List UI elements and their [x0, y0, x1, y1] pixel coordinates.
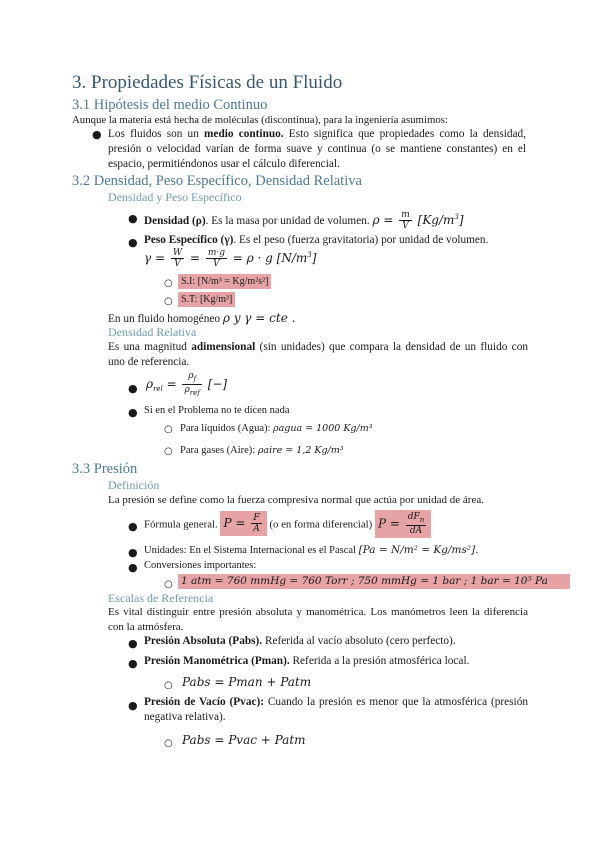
bullet-icon: ● — [128, 546, 138, 559]
circle-bullet-icon: ○ — [164, 446, 173, 457]
list-item-presion-manometrica: Presión Manométrica (Pman). Referida a la presión atmosférica local. — [144, 655, 470, 667]
bullet-icon: ● — [128, 637, 138, 650]
conversions-highlight: 1 atm = 760 mmHg = 760 Torr ; 750 mmHg = 1 bar ; 1 bar = 10⁵ Pa — [178, 574, 570, 589]
paragraph-intro: Aunque la materia está hecha de moléculas (discontinua), para la ingeniería asumimos: — [72, 114, 448, 126]
page-title: 3. Propiedades Físicas de un Fluido — [72, 72, 343, 93]
formula-general-highlight: P = $\frac{F}{A}$ — [220, 511, 266, 536]
unit-si-highlight: S.I: [N/m³ = Kg/m²s²] — [178, 274, 271, 289]
unit-st-highlight: S.T: [Kg/m³] — [178, 292, 235, 307]
subheading-escalas: Escalas de Referencia — [108, 591, 214, 605]
bullet-icon: ● — [128, 212, 138, 225]
bullet-icon: ● — [128, 520, 138, 533]
relative-density-formula: $\rho_{rel}$ = $\frac{\rho_f}{\rho_{ref}}$ [−] — [146, 371, 228, 397]
circle-bullet-icon: ○ — [164, 680, 173, 691]
list-item-presion-absoluta: Presión Absoluta (Pabs). Referida al vacío absoluto (cero perfecto). — [144, 635, 456, 647]
circle-bullet-icon: ○ — [164, 738, 173, 749]
circle-bullet-icon: ○ — [164, 424, 173, 435]
bullet-icon: ● — [128, 382, 138, 395]
bullet-icon: ● — [128, 657, 138, 670]
density-formula: ρ = $\frac{m}{V}$ $[Kg/m^3]$ — [372, 210, 464, 231]
bullet-icon: ● — [128, 699, 138, 712]
formula-diferencial-highlight: P = $\frac{dF_n}{dA}$ — [375, 510, 431, 538]
list-item-presion-vacio: Presión de Vacío (Pvac): Cuando la presión es menor que la atmosférica (presión negativa relativa). — [144, 696, 528, 723]
list-item-medio-continuo: Los fluidos son un medio continuo. Esto significa que propiedades como la densidad, presión o velocidad varían de forma suave y continua (o se mantiene constantes) en el espacio, permitiéndonos usar el cálculo diferencial. — [108, 128, 526, 170]
circle-bullet-icon: ○ — [164, 278, 173, 289]
homogeneous-fluid-text: En un fluido homogéneo ρ y γ = cte . — [108, 311, 296, 325]
vacuum-formula: Pabs = Pvac + Patm — [182, 733, 306, 747]
list-item-densidad: Densidad (ρ). Es la masa por unidad de volumen. ρ = $\frac{m}{V}$ $[Kg/m^3]$ — [144, 210, 464, 231]
paragraph-densidad-relativa: Es una magnitud adimensional (sin unidades) que compara la densidad de un fluido con uno de referencia. — [108, 341, 528, 368]
list-item-formula-general: Fórmula general. P = $\frac{F}{A}$ (o en forma diferencial) P = $\frac{dF_n}{dA}$ — [144, 510, 431, 538]
bullet-icon: ● — [92, 128, 102, 141]
list-item-peso-especifico: Peso Específico (γ). Es el peso (fuerza gravitatoria) por unidad de volumen. — [144, 234, 489, 246]
section-heading-3-2: 3.2 Densidad, Peso Específico, Densidad Relativa — [72, 173, 362, 189]
specific-weight-formula: γ = $\frac{W}{V}$ = $\frac{m\cdot g}{V}$ = ρ · g $[N/m^3]$ — [144, 248, 317, 269]
subheading-definicion: Definición — [108, 478, 160, 492]
circle-bullet-icon: ○ — [164, 579, 173, 590]
bullet-icon: ● — [128, 406, 138, 419]
list-item-problema: Si en el Problema no te dicen nada — [144, 405, 290, 416]
list-item-liquidos: Para líquidos (Agua): ρagua = 1000 Kg/m³ — [180, 423, 373, 434]
paragraph-definicion: La presión se define como la fuerza compresiva normal que actúa por unidad de área. — [108, 494, 484, 506]
list-item-unidades: Unidades: En el Sistema Internacional es el Pascal [Pa = N/m² = Kg/ms²]. — [144, 544, 479, 556]
subheading-densidad-peso: Densidad y Peso Específico — [108, 190, 242, 204]
section-heading-3-3: 3.3 Presión — [72, 461, 138, 477]
paragraph-escalas: Es vital distinguir entre presión absoluta y manométrica. Los manómetros leen la diferencia con la atmósfera. — [108, 606, 528, 633]
subheading-densidad-relativa: Densidad Relativa — [108, 325, 197, 339]
bullet-icon: ● — [128, 236, 138, 249]
section-heading-3-1: 3.1 Hipótesis del medio Continuo — [72, 97, 268, 113]
manometric-formula: Pabs = Pman + Patm — [182, 675, 312, 689]
circle-bullet-icon: ○ — [164, 296, 173, 307]
list-item-gases: Para gases (Aire): ρaire = 1,2 Kg/m³ — [180, 445, 344, 456]
bullet-icon: ● — [128, 561, 138, 574]
list-item-conversiones: Conversiones importantes: — [144, 560, 257, 571]
